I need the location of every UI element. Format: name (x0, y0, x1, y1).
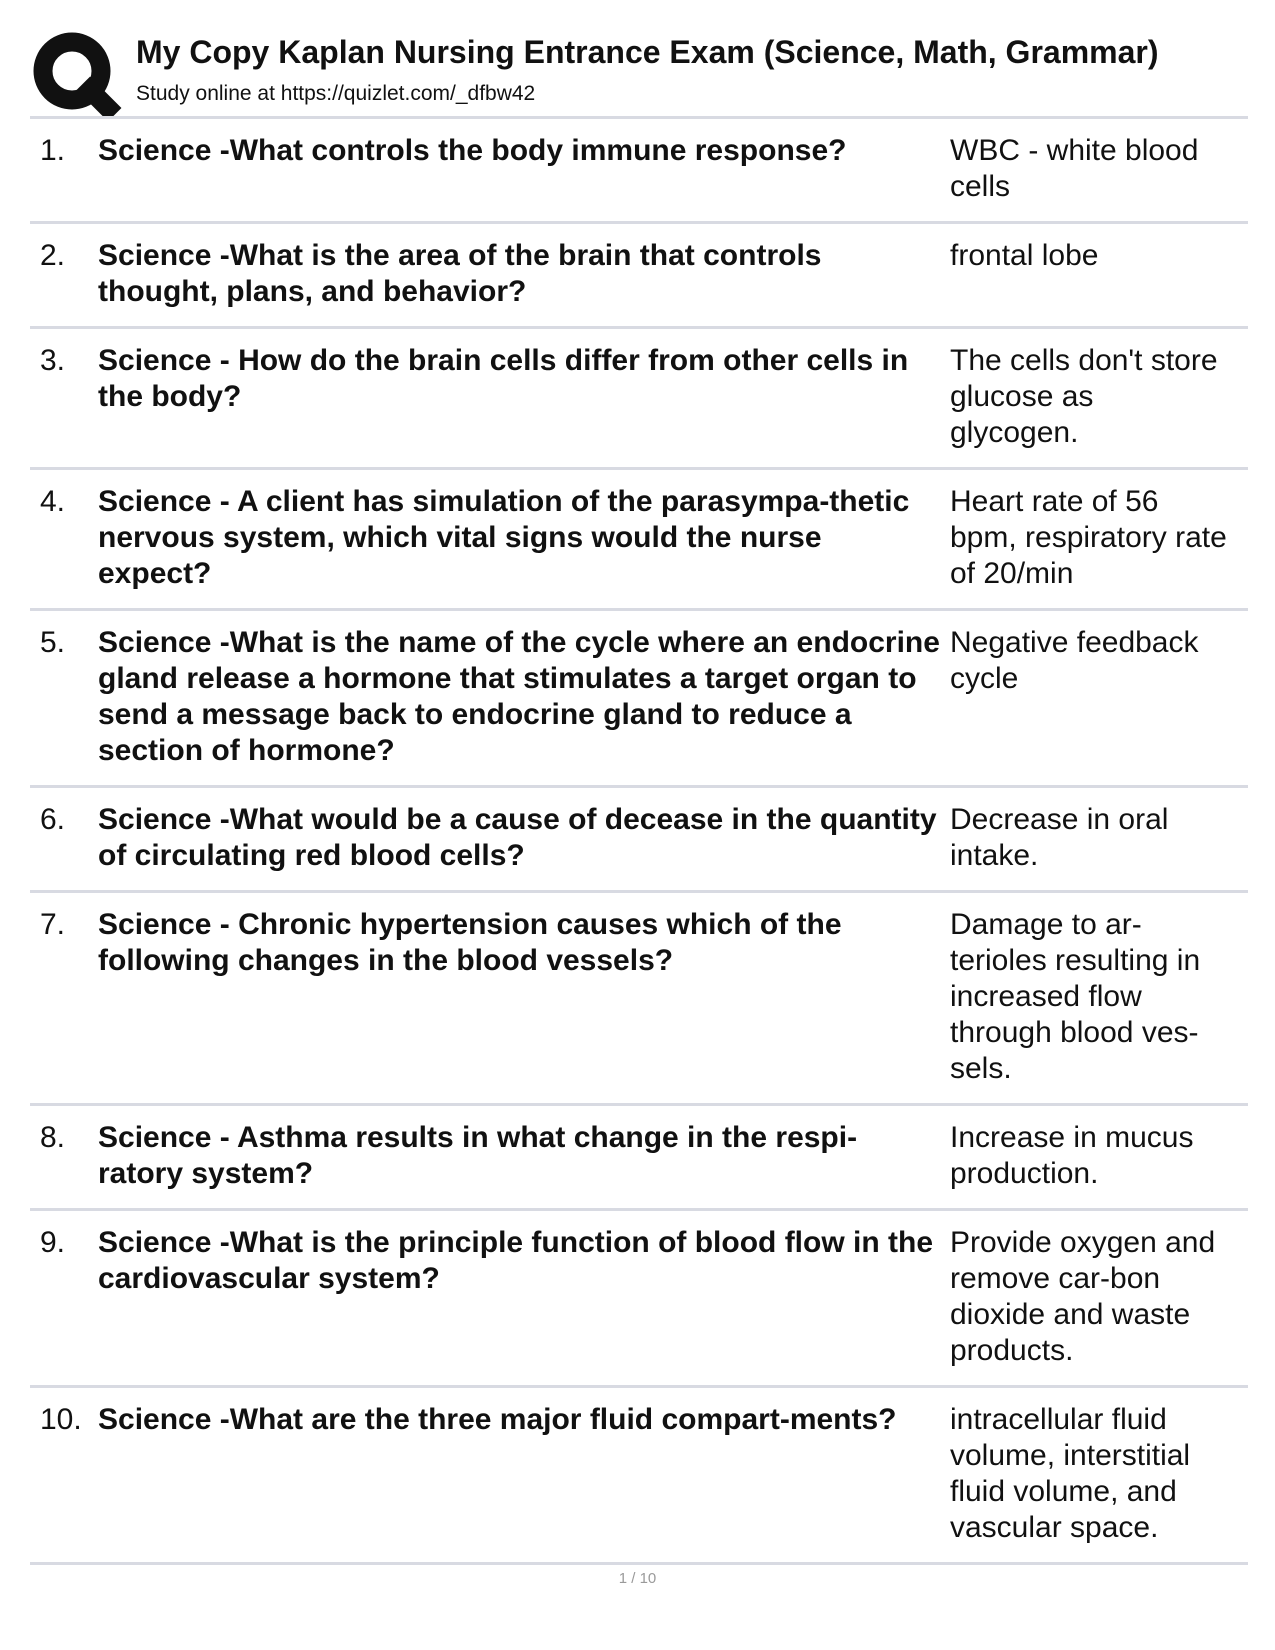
card-definition: Provide oxygen and remove car-bon dioxide and waste products. (950, 1226, 1216, 1367)
card-definition: The cells don't store glucose as glycogen. (950, 344, 1218, 449)
card-definition: WBC - white blood cells (950, 134, 1199, 203)
flashcard-list (30, 116, 1248, 1565)
card-number: 7. (40, 908, 66, 941)
card-definition: Negative feedback cycle (950, 626, 1199, 695)
card-term: Science -What is the area of the brain that controls thought, plans, and behavior? (98, 239, 822, 308)
card-term: Science - How do the brain cells differ from other cells in the body? (98, 344, 909, 413)
card-number: 4. (40, 485, 66, 518)
card-term: Science - Chronic hypertension causes which of the following changes in the blood vessels? (98, 908, 842, 977)
quizlet-logo-icon (32, 32, 144, 116)
flashcard-row (30, 224, 1248, 329)
page-header (30, 30, 1245, 120)
card-definition: Decrease in oral intake. (950, 803, 1169, 872)
flashcard-row (30, 1211, 1248, 1388)
flashcard-row (30, 788, 1248, 893)
card-term: Science - Asthma results in what change in the respi-ratory system? (98, 1121, 858, 1190)
flashcard-row (30, 1106, 1248, 1211)
card-number: 1. (40, 134, 66, 167)
card-definition: Damage to ar-terioles resulting in increased flow through blood ves-sels. (950, 908, 1201, 1085)
card-number: 6. (40, 803, 66, 836)
flashcard-row (30, 329, 1248, 470)
card-definition: intracellular fluid volume, interstitial fluid volume, and vascular space. (950, 1403, 1191, 1544)
card-definition: frontal lobe (950, 239, 1099, 272)
flashcard-row (30, 470, 1248, 611)
card-term: Science -What controls the body immune response? (98, 134, 847, 167)
flashcard-row (30, 611, 1248, 788)
card-definition: Heart rate of 56 bpm, respiratory rate of 20/min (950, 485, 1227, 590)
card-definition: Increase in mucus production. (950, 1121, 1194, 1190)
card-term: Science -What would be a cause of decease in the quantity of circulating red blood cells? (98, 803, 937, 872)
card-number: 9. (40, 1226, 66, 1259)
card-number: 8. (40, 1121, 66, 1154)
card-number: 10. (40, 1403, 82, 1436)
card-number: 5. (40, 626, 66, 659)
page-indicator: 1 / 10 (618, 1570, 657, 1587)
card-term: Science -What is the principle function of blood flow in the cardiovascular system? (98, 1226, 934, 1295)
flashcard-row (30, 119, 1248, 224)
flashcard-row (30, 1388, 1248, 1565)
document-title: My Copy Kaplan Nursing Entrance Exam (Science, Math, Grammar) (136, 34, 1159, 70)
card-term: Science -What are the three major fluid compart-ments? (98, 1403, 897, 1436)
card-term: Science -What is the name of the cycle where an endocrine gland release a hormone that stimulates a target organ to send a message back to endocrine gland to reduce a section of hormone? (98, 626, 940, 767)
card-number: 2. (40, 239, 66, 272)
card-number: 3. (40, 344, 66, 377)
document-subtitle: Study online at https://quizlet.com/_dfbw42 (136, 82, 536, 105)
flashcard-row (30, 893, 1248, 1106)
card-term: Science - A client has simulation of the parasympa-thetic nervous system, which vital signs would the nurse expect? (98, 485, 910, 590)
